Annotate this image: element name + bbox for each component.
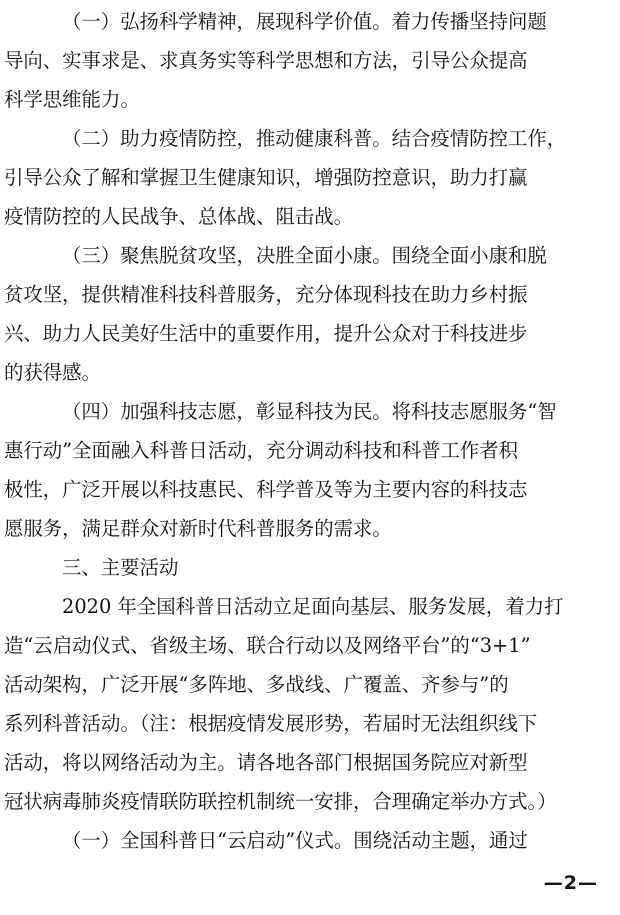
section-heading: 三、主要活动: [62, 556, 179, 579]
paragraph-5-line-3: 活动架构，广泛开展“多阵地、多战线、广覆盖、齐参与”的: [4, 673, 509, 696]
paragraph-4-line-2: 惠行动”全面融入科普日活动，充分调动科技和科普工作者积: [4, 439, 519, 462]
paragraph-1-line-3: 科学思维能力。: [4, 88, 140, 111]
paragraph-5-line-2: 造“云启动仪式、省级主场、联合行动以及网络平台”的“3+1”: [4, 634, 531, 657]
paragraph-6-line-1: （一）全国科普日“云启动”仪式。围绕活动主题，通过: [62, 829, 528, 852]
paragraph-3-line-2: 贫攻坚，提供精准科技科普服务，充分体现科技在助力乡村振: [4, 283, 528, 306]
paragraph-3-line-4: 的获得感。: [4, 361, 101, 384]
paragraph-5-line-6: 冠状病毒肺炎疫情联防联控机制统一安排，合理确定举办方式。）: [4, 790, 557, 813]
paragraph-1-line-2: 导向、实事求是、求真务实等科学思想和方法，引导公众提高: [4, 49, 528, 72]
paragraph-5-line-5: 活动，将以网络活动为主。请各地各部门根据国务院应对新型: [4, 751, 528, 774]
paragraph-4-line-3: 极性，广泛开展以科技惠民、科学普及等为主要内容的科技志: [4, 478, 528, 501]
paragraph-5-line-4: 系列科普活动。（注：根据疫情发展形势，若届时无法组织线下: [4, 712, 538, 735]
paragraph-2-line-1: （二）助力疫情防控，推动健康科普。结合疫情防控工作，: [62, 127, 567, 150]
paragraph-3-line-3: 兴、助力人民美好生活中的重要作用，提升公众对于科技进步: [4, 322, 528, 345]
paragraph-2-line-2: 引导公众了解和掌握卫生健康知识，增强防控意识，助力打赢: [4, 166, 528, 189]
paragraph-3-line-1: （三）聚焦脱贫攻坚，决胜全面小康。围绕全面小康和脱: [62, 244, 547, 267]
page-number: —2—: [543, 872, 598, 894]
paragraph-4-line-1: （四）加强科技志愿，彰显科技为民。将科技志愿服务“智: [62, 400, 557, 423]
paragraph-2-line-3: 疫情防控的人民战争、总体战、阻击战。: [4, 205, 354, 228]
paragraph-4-line-4: 愿服务，满足群众对新时代科普服务的需求。: [4, 517, 392, 540]
paragraph-5-line-1: 2020 年全国科普日活动立足面向基层、服务发展，着力打: [62, 595, 564, 618]
paragraph-1-line-1: （一）弘扬科学精神，展现科学价值。着力传播坚持问题: [62, 10, 547, 33]
